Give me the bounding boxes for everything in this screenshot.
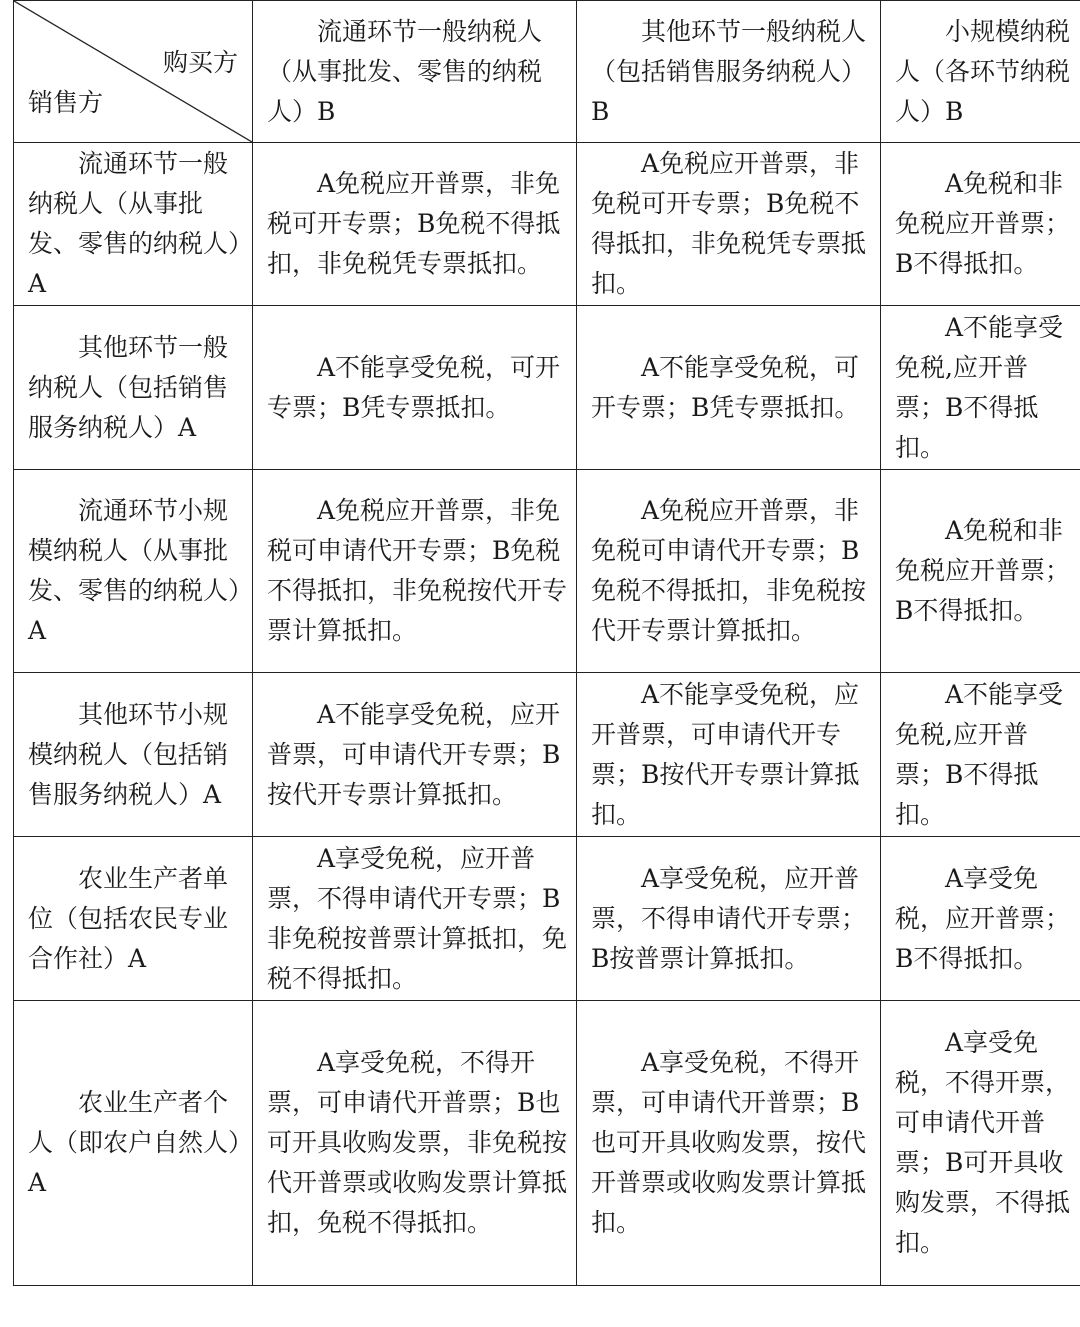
- corner-diagonal-cell: [14, 1, 253, 143]
- table-cell: A免税应开普票，非免税可申请代开专票；B免税不得抵扣，非免税按代开专票计算抵扣。: [577, 470, 881, 673]
- table-row: [14, 306, 1080, 470]
- row-header: 其他环节小规模纳税人（包括销售服务纳税人）A: [14, 673, 253, 837]
- table-cell: A免税应开普票，非免税可申请代开专票；B免税不得抵扣，非免税按代开专票计算抵扣。: [253, 470, 577, 673]
- seller-label: 销售方: [28, 88, 104, 117]
- column-header: 小规模纳税人（各环节纳税人）B: [881, 1, 1080, 143]
- column-header: 其他环节一般纳税人（包括销售服务纳税人）B: [577, 1, 881, 143]
- table-row: [14, 470, 1080, 673]
- row-header: 流通环节一般纳税人（从事批发、零售的纳税人）A: [14, 143, 253, 306]
- table-row: [14, 673, 1080, 837]
- table-cell: A享受免税，应开普票；B不得抵扣。: [881, 837, 1080, 1001]
- row-header: 流通环节小规模纳税人（从事批发、零售的纳税人）A: [14, 470, 253, 673]
- table-row: [14, 1001, 1080, 1286]
- table-cell: A享受免税，不得开票，可申请代开普票；B也可开具收购发票，按代开普票或收购发票计算抵扣。: [577, 1001, 881, 1286]
- table-cell: A免税和非免税应开普票；B不得抵扣。: [881, 470, 1080, 673]
- table-cell: A免税和非免税应开普票；B不得抵扣。: [881, 143, 1080, 306]
- table-cell: A不能享受免税，可开专票；B凭专票抵扣。: [253, 306, 577, 470]
- table-cell: A不能享受免税，应开普票，可申请代开专票；B按代开专票计算抵扣。: [253, 673, 577, 837]
- table-row: [14, 837, 1080, 1001]
- row-header: 农业生产者单位（包括农民专业合作社）A: [14, 837, 253, 1001]
- table-cell: A享受免税，应开普票，不得申请代开专票；B非免税按普票计算抵扣，免税不得抵扣。: [253, 837, 577, 1001]
- header-row: [14, 1, 1080, 143]
- row-header: 其他环节一般纳税人（包括销售服务纳税人）A: [14, 306, 253, 470]
- table-cell: A不能享受免税,应开普票；B不得抵扣。: [881, 673, 1080, 837]
- column-header: 流通环节一般纳税人（从事批发、零售的纳税人）B: [253, 1, 577, 143]
- table-row: [14, 143, 1080, 306]
- table-cell: A不能享受免税，应开普票，可申请代开专票；B按代开专票计算抵扣。: [577, 673, 881, 837]
- table-cell: A免税应开普票，非免税可开专票；B免税不得抵扣，非免税凭专票抵扣。: [253, 143, 577, 306]
- table-cell: A免税应开普票，非免税可开专票；B免税不得抵扣，非免税凭专票抵扣。: [577, 143, 881, 306]
- table-cell: A不能享受免税,应开普票；B不得抵扣。: [881, 306, 1080, 470]
- tax-rules-table: [13, 0, 1080, 1286]
- row-header: 农业生产者个人（即农户自然人）A: [14, 1001, 253, 1286]
- table-cell: A享受免税，应开普票，不得申请代开专票；B按普票计算抵扣。: [577, 837, 881, 1001]
- table-cell: A享受免税，不得开票，可申请代开普票；B可开具收购发票，不得抵扣。: [881, 1001, 1080, 1286]
- buyer-label: 购买方: [162, 48, 238, 77]
- table-cell: A享受免税，不得开票，可申请代开普票；B也可开具收购发票，非免税按代开普票或收购发票计算抵扣，免税不得抵扣。: [253, 1001, 577, 1286]
- table-cell: A不能享受免税，可开专票；B凭专票抵扣。: [577, 306, 881, 470]
